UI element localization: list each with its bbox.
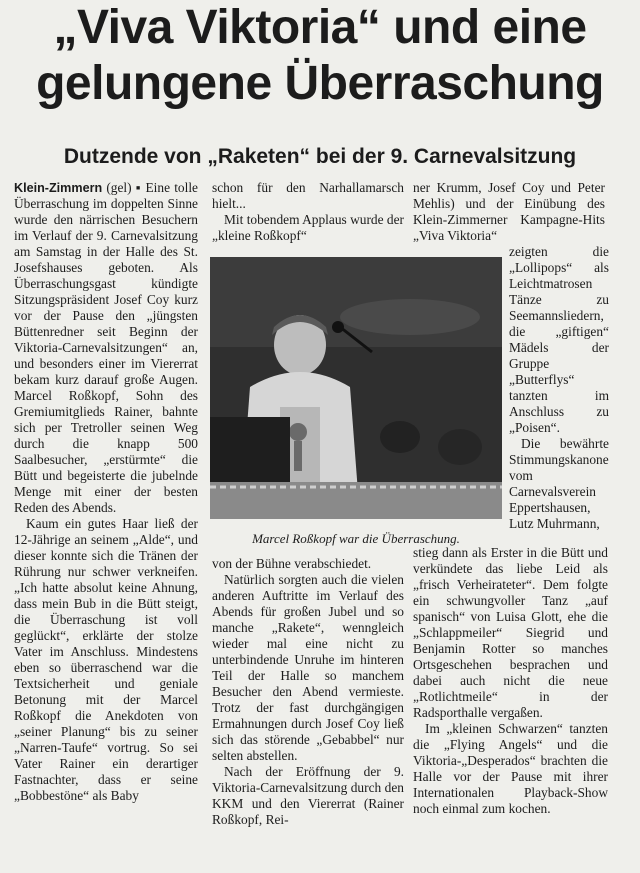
photo-caption: Marcel Roßkopf war die Überraschung. bbox=[252, 531, 460, 546]
article-paragraph: Mit tobendem Applaus wurde der „kleine Roßkopf“ bbox=[212, 212, 404, 243]
article-column-3-bottom bbox=[413, 545, 608, 817]
article-paragraph: schon für den Narhallamarsch hielt... bbox=[212, 180, 404, 211]
headline-line-2: gelungene Überraschung bbox=[36, 57, 604, 110]
article-paragraph: Nach der Eröffnung der 9. Viktoria-Carnevalsitzung durch den KKM und den Viererrat (Rainer Roßkopf, Rei- bbox=[212, 764, 404, 827]
article-column-1 bbox=[14, 180, 198, 804]
article-photo bbox=[210, 257, 502, 519]
paragraph-text: (gel) ▪ Eine tolle Überraschung im doppelten Sinne wurde den närrischen Besuchern im Verlauf der 9. Carnevalsitzung am Samstag in der Halle des St. Josefshauses geboten. Als Überraschungsgast kündigte Sitzungspräsident Josef Coy kurz vor der Pause den „jüngsten Büttenredner seit Beginn der Viktoria-Carnevalsitzungen“ an, und besonders einer im Viererrat bekam kurz darauf große Augen. Marcel Roßkopf, Sohn des Gremiumitglieds Rainer, bahnte sich per Tretroller seinen Weg durch die knapp 500 Saalbesucher, „erstürmte“ die Bütt und begeisterte die jubelnde Menge mit einer der besten Reden des Abends. bbox=[14, 180, 198, 515]
dateline: Klein-Zimmern bbox=[14, 181, 103, 195]
article-paragraph: stieg dann als Erster in die Bütt und verkündete das liebe Leid als „frisch Verheirateter“. Dem folgte ein schwungvoller Tanz „auf spanisch“ von Luisa Glott, ehe die „Schlappmeiler“ Siegrid und Benjamin Rotter so manches Ortsgeschehen besprachen und dabei auch nicht die neue „Rotlichtmeile“ in der Radsporthalle vergaßen. bbox=[413, 545, 608, 720]
article-paragraph: ner Krumm, Josef Coy und Peter Mehlis) und der Einübung des Klein-Zimmerner Kampagne-Hits „Viva Viktoria“ bbox=[413, 180, 605, 243]
article-paragraph: Natürlich sorgten auch die vielen anderen Auftritte im Verlauf des Abends für großen Jubel und so manche „Rakete“, wenngleich wieder mal eine nicht zu unterbindende Unruhe im hinteren Teil der Halle so manchem Besucher den Abend vermieste. Trotz der fast durchgängigen Ermahnungen durch Josef Coy ließ sich das störende „Gebabbel“ nur selten abstellen. bbox=[212, 572, 404, 763]
article-paragraph: Im „kleinen Schwarzen“ tanzten die „Flying Angels“ und die Viktoria-„Desperados“ brachten die Halle vor der Pause mit ihrer Internationalen Playback-Show noch einmal zum kochen. bbox=[413, 721, 608, 816]
article-paragraph: Kaum ein gutes Haar ließ der 12-Jährige an seinem „Alde“, und dieser konnte sich die Tränen der Rührung nur schwer verkneifen. „Ich hatte absolut keine Ahnung, dass mein Bub in die Bütt steigt, die Überraschung ist voll geglückt“, erklärte der stolze Vater im Anschluss. Mindestens eben so überraschend war die Textsicherheit und geniale Betonung mit der Marcel Roßkopf die Anekdoten von „seiner Planung“ bis zu seiner „Narren-Taufe“ vortrug. So sei Vater Rainer ein derartiger Fastnachter, dass er seine „Bobbestöne“ als Baby bbox=[14, 516, 198, 803]
article-column-3-narrow bbox=[509, 244, 609, 532]
article-column-2-bottom bbox=[212, 556, 404, 828]
article-subheadline: Dutzende von „Raketen“ bei der 9. Carnevalsitzung bbox=[63, 145, 577, 168]
article-paragraph bbox=[14, 180, 198, 516]
photo-illustration bbox=[210, 257, 502, 519]
article-paragraph: Die bewährte Stimmungskanone vom Carnevalsverein Eppertshausen, Lutz Muhrmann, bbox=[509, 436, 609, 531]
article-paragraph: von der Bühne verabschiedet. bbox=[212, 556, 372, 571]
article-headline bbox=[6, 0, 634, 112]
article-column-3-top bbox=[413, 180, 605, 244]
article-column-2-top bbox=[212, 180, 404, 244]
article-paragraph: zeigten die „Lollipops“ als Leichtmatrosen Tänze zu Seemannsliedern, die „giftigen“ Mädels der Gruppe „Butterflys“ tanzten im Anschluss zu „Poisen“. bbox=[509, 244, 609, 435]
headline-line-1: „Viva Viktoria“ und eine bbox=[53, 1, 587, 54]
